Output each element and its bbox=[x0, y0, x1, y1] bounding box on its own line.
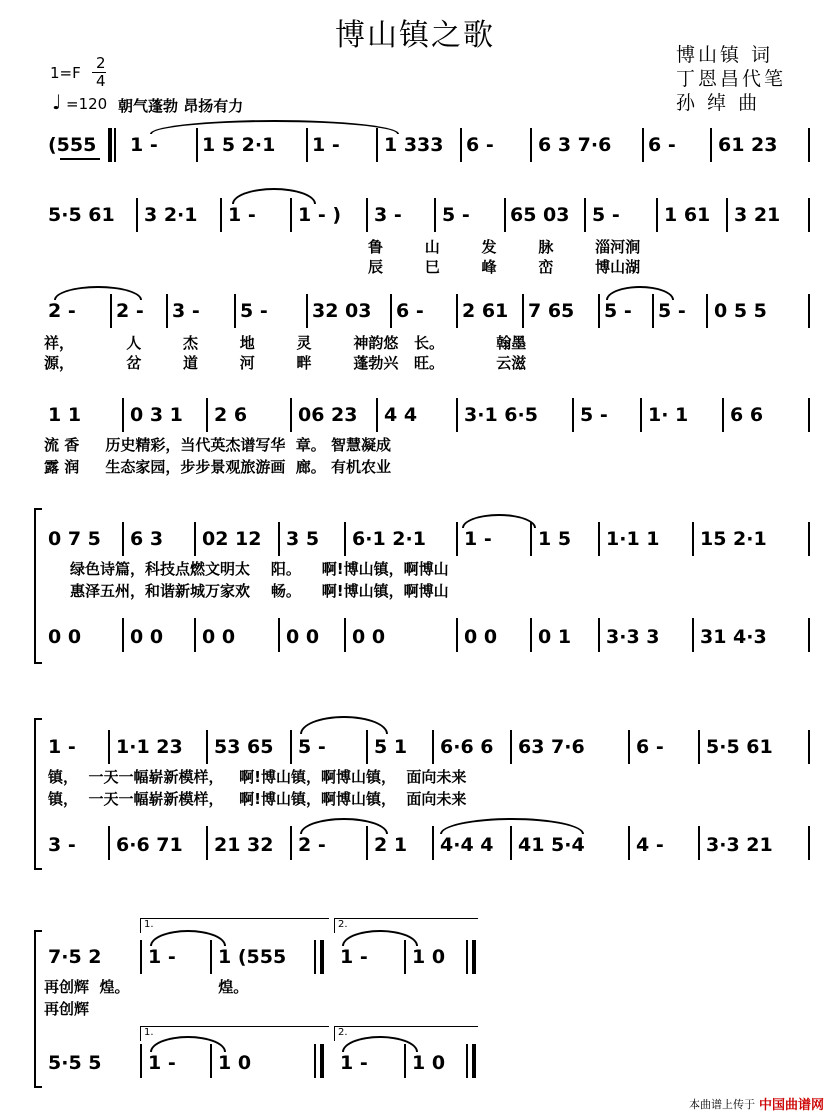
lower-measure: 2 1 bbox=[374, 834, 408, 856]
measure: 1 - bbox=[130, 134, 158, 156]
measure: 32 03 bbox=[312, 300, 372, 322]
measure: 1 - bbox=[312, 134, 340, 156]
lyrics-verse-1: 鲁 山 发 脉 淄河涧 bbox=[368, 238, 641, 256]
volta-1-lower: 1. bbox=[140, 1026, 329, 1041]
measure: 02 12 bbox=[202, 528, 262, 550]
measure: 15 2·1 bbox=[700, 528, 767, 550]
measure: 5 - bbox=[592, 204, 620, 226]
measure: 6·1 2·1 bbox=[352, 528, 426, 550]
measure: 1 61 bbox=[664, 204, 711, 226]
lyrics-verse-2: 源， 岔 道 河 畔 蓬勃兴 旺。 云滋 bbox=[44, 354, 527, 372]
measure: 6 - bbox=[636, 736, 664, 758]
composer-credit: 孙 绰 曲 bbox=[676, 92, 761, 114]
lower-measure: 2 - bbox=[298, 834, 326, 856]
time-denominator: 4 bbox=[96, 72, 106, 90]
lower-measure: 0 1 bbox=[538, 626, 572, 648]
lower-measure: 31 4·3 bbox=[700, 626, 767, 648]
lower-measure: 5·5 5 bbox=[48, 1052, 102, 1074]
staff-row-4 bbox=[0, 398, 830, 478]
lower-measure: 0 0 bbox=[48, 626, 82, 648]
measure: 1·1 23 bbox=[116, 736, 183, 758]
song-title: 博山镇之歌 bbox=[335, 18, 495, 53]
measure: 2 6 bbox=[214, 404, 248, 426]
lyrics-verse-2: 镇， 一天一幅崭新模样， 啊!博山镇，啊博山镇， 面向未来 bbox=[48, 790, 467, 808]
staff-row-2 bbox=[0, 198, 830, 278]
expression-mark: 朝气蓬勃 昂扬有力 bbox=[118, 97, 244, 115]
measure: 63 7·6 bbox=[518, 736, 585, 758]
lower-measure: 0 0 bbox=[130, 626, 164, 648]
lyrics-verse-1: 绿色诗篇，科技点燃文明太 阳。 啊!博山镇，啊博山 bbox=[70, 560, 449, 578]
key-signature: 1=F bbox=[50, 64, 81, 82]
measure: 4 4 bbox=[384, 404, 418, 426]
lyrics-verse-1: 祥， 人 杰 地 灵 神韵悠 长。 翰墨 bbox=[44, 334, 527, 352]
measure: 5 - bbox=[580, 404, 608, 426]
staff-row-7 bbox=[0, 940, 830, 1090]
measure: 53 65 bbox=[214, 736, 274, 758]
measure: 1 0 bbox=[412, 946, 446, 968]
measure: 1 - bbox=[464, 528, 492, 550]
measure: 5·5 61 bbox=[48, 204, 115, 226]
measure: 1 - ) bbox=[298, 204, 342, 226]
staff-row-5 bbox=[0, 522, 830, 662]
staff-row-6 bbox=[0, 730, 830, 870]
measure: 1 - bbox=[340, 946, 368, 968]
measure: 1 333 bbox=[384, 134, 444, 156]
volta-2: 2. bbox=[334, 918, 478, 933]
measure: 1 5 2·1 bbox=[202, 134, 276, 156]
lyrics-verse-2: 惠泽五州，和谐新城万家欢 畅。 啊!博山镇，啊博山 bbox=[70, 582, 449, 600]
measure: 06 23 bbox=[298, 404, 358, 426]
measure: 3 - bbox=[374, 204, 402, 226]
measure: 6 - bbox=[396, 300, 424, 322]
measure: 2 - bbox=[116, 300, 144, 322]
lower-measure: 41 5·4 bbox=[518, 834, 585, 856]
measure: 3 - bbox=[172, 300, 200, 322]
lower-measure: 1 - bbox=[340, 1052, 368, 1074]
measure: 6 - bbox=[648, 134, 676, 156]
measure: 2 - bbox=[48, 300, 76, 322]
measure: 1 - bbox=[48, 736, 76, 758]
staff-row-1 bbox=[0, 128, 830, 168]
measure: 5 1 bbox=[374, 736, 408, 758]
lyrics-verse-2: 辰 巳 峰 峦 博山湖 bbox=[368, 258, 641, 276]
lower-measure: 6·6 71 bbox=[116, 834, 183, 856]
measure: 1· 1 bbox=[648, 404, 689, 426]
measure: 65 03 bbox=[510, 204, 570, 226]
measure: 6 3 7·6 bbox=[538, 134, 612, 156]
lower-measure: 0 0 bbox=[286, 626, 320, 648]
measure: 1 (555 bbox=[218, 946, 287, 968]
measure: 3 2·1 bbox=[144, 204, 198, 226]
measure: 0 3 1 bbox=[130, 404, 183, 426]
lower-measure: 3·3 3 bbox=[606, 626, 660, 648]
tempo-mark: =120 bbox=[66, 95, 108, 113]
lower-measure: 21 32 bbox=[214, 834, 274, 856]
lower-measure: 0 0 bbox=[202, 626, 236, 648]
measure: 0 5 5 bbox=[714, 300, 767, 322]
lower-measure: 3·3 21 bbox=[706, 834, 773, 856]
editor-credit: 丁恩昌代笔 bbox=[676, 68, 787, 90]
measure: 5·5 61 bbox=[706, 736, 773, 758]
source-footer bbox=[689, 1094, 824, 1113]
measure: 1 - bbox=[228, 204, 256, 226]
measure: 1·1 1 bbox=[606, 528, 660, 550]
measure: 5 - bbox=[442, 204, 470, 226]
measure: 6 3 bbox=[130, 528, 164, 550]
lyrics-verse-1: 镇， 一天一幅崭新模样， 啊!博山镇，啊博山镇， 面向未来 bbox=[48, 768, 467, 786]
measure: 1 5 bbox=[538, 528, 572, 550]
measure: 6·6 6 bbox=[440, 736, 494, 758]
staff-row-3 bbox=[0, 294, 830, 374]
lower-measure: 4 - bbox=[636, 834, 664, 856]
time-numerator: 2 bbox=[96, 54, 106, 72]
measure: 5 - bbox=[240, 300, 268, 322]
lower-measure: 1 0 bbox=[218, 1052, 252, 1074]
measure: 7 65 bbox=[528, 300, 575, 322]
lower-measure: 0 0 bbox=[464, 626, 498, 648]
lyrics-verse-2: 露 润 生态家园，步步景观旅游画 廊。 有机农业 bbox=[44, 458, 392, 476]
lower-measure: 0 0 bbox=[352, 626, 386, 648]
lyrics-verse-1: 流 香 历史精彩，当代英杰谱写华 章。 智慧凝成 bbox=[44, 436, 392, 454]
measure: 2 61 bbox=[462, 300, 509, 322]
measure: 0 7 5 bbox=[48, 528, 101, 550]
measure: 61 23 bbox=[718, 134, 778, 156]
measure: 5 - bbox=[298, 736, 326, 758]
lyrics-verse-2: 再创辉 bbox=[44, 1000, 90, 1018]
lower-measure: 1 0 bbox=[412, 1052, 446, 1074]
lower-measure: 3 - bbox=[48, 834, 76, 856]
site-logo[interactable]: 中国曲谱网 bbox=[758, 1098, 824, 1113]
measure: 6 - bbox=[466, 134, 494, 156]
measure: 3 21 bbox=[734, 204, 781, 226]
measure: 7·5 2 bbox=[48, 946, 102, 968]
lyrics-verse-1: 再创辉 煌。 煌。 bbox=[44, 978, 249, 996]
lyricist-credit: 博山镇 词 bbox=[676, 44, 774, 66]
measure: 6 6 bbox=[730, 404, 764, 426]
footer-text: 本曲谱上传于 bbox=[688, 1097, 755, 1111]
volta-1: 1. bbox=[140, 918, 329, 933]
measure: 1 - bbox=[148, 946, 176, 968]
measure: (555 bbox=[48, 134, 97, 156]
lower-measure: 4·4 4 bbox=[440, 834, 494, 856]
lower-measure: 1 - bbox=[148, 1052, 176, 1074]
measure: 5 - bbox=[604, 300, 632, 322]
quarter-note-icon: ♩ bbox=[52, 90, 62, 114]
measure: 5 - bbox=[658, 300, 686, 322]
measure: 3·1 6·5 bbox=[464, 404, 538, 426]
volta-2-lower: 2. bbox=[334, 1026, 478, 1041]
measure: 3 5 bbox=[286, 528, 320, 550]
measure: 1 1 bbox=[48, 404, 82, 426]
